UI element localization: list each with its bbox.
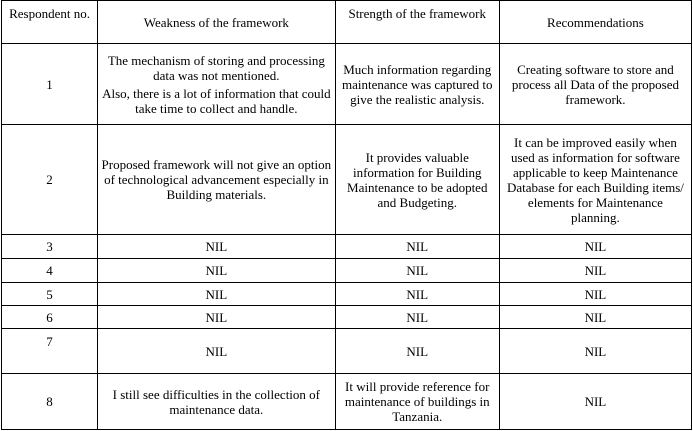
strength-cell: NIL: [335, 259, 499, 283]
strength-cell: NIL: [335, 283, 499, 306]
weakness-cell: NIL: [98, 259, 336, 283]
recommendation-cell: NIL: [499, 235, 691, 259]
recommendation-cell: NIL: [499, 306, 691, 329]
table-row: [2, 259, 692, 283]
header-row: [2, 1, 692, 44]
weakness-cell: I still see difficulties in the collection of maintenance data.: [98, 374, 336, 430]
weakness-text: Proposed framework will not give an option of technological advancement especially in Building materials.: [101, 157, 332, 202]
recommendation-cell: NIL: [499, 374, 691, 430]
header-weakness: Weakness of the framework: [98, 1, 336, 44]
weakness-cell: NIL: [98, 235, 336, 259]
respondent-feedback-table: [1, 0, 692, 430]
table-row: [2, 125, 692, 235]
header-recommendations: Recommendations: [499, 1, 691, 44]
respondent-number: 3: [2, 235, 98, 259]
weakness-text: The mechanism of storing and processing data was not mentioned.: [107, 52, 325, 83]
table-row: [2, 329, 692, 374]
respondent-number: 5: [2, 283, 98, 306]
respondent-number: 1: [2, 44, 98, 125]
weakness-cell: NIL: [98, 329, 336, 374]
table-header: [2, 1, 692, 44]
weakness-cell: [98, 44, 336, 125]
recommendation-cell: Creating software to store and process all Data of the proposed framework.: [499, 44, 691, 125]
recommendation-cell: NIL: [499, 259, 691, 283]
strength-cell: It provides valuable information for Building Maintenance to be adopted and Budgeting.: [335, 125, 499, 235]
respondent-number: 7: [2, 329, 98, 374]
strength-cell: It will provide reference for maintenance of buildings in Tanzania.: [335, 374, 499, 430]
weakness-cell: NIL: [98, 306, 336, 329]
strength-cell: NIL: [335, 329, 499, 374]
table-row: [2, 235, 692, 259]
table-body: [2, 44, 692, 430]
header-respondent-no: Respondent no.: [2, 1, 98, 44]
strength-cell: Much information regarding maintenance was captured to give the realistic analysis.: [335, 44, 499, 125]
weakness-text: Also, there is a lot of information that could take time to collect and handle.: [102, 85, 331, 116]
strength-cell: NIL: [335, 235, 499, 259]
table-row: [2, 306, 692, 329]
table-row: [2, 44, 692, 125]
respondent-number: 8: [2, 374, 98, 430]
weakness-cell: [98, 125, 336, 235]
strength-cell: NIL: [335, 306, 499, 329]
respondent-number: 6: [2, 306, 98, 329]
recommendation-cell: It can be improved easily when used as information for software applicable to keep Maintenance Database for each Building items/ elements for Maintenance planning.: [499, 125, 691, 235]
table-row: [2, 283, 692, 306]
recommendation-cell: NIL: [499, 329, 691, 374]
respondent-number: 4: [2, 259, 98, 283]
weakness-cell: NIL: [98, 283, 336, 306]
recommendation-cell: NIL: [499, 283, 691, 306]
header-strength: Strength of the framework: [335, 1, 499, 44]
table-row: [2, 374, 692, 430]
respondent-number: 2: [2, 125, 98, 235]
